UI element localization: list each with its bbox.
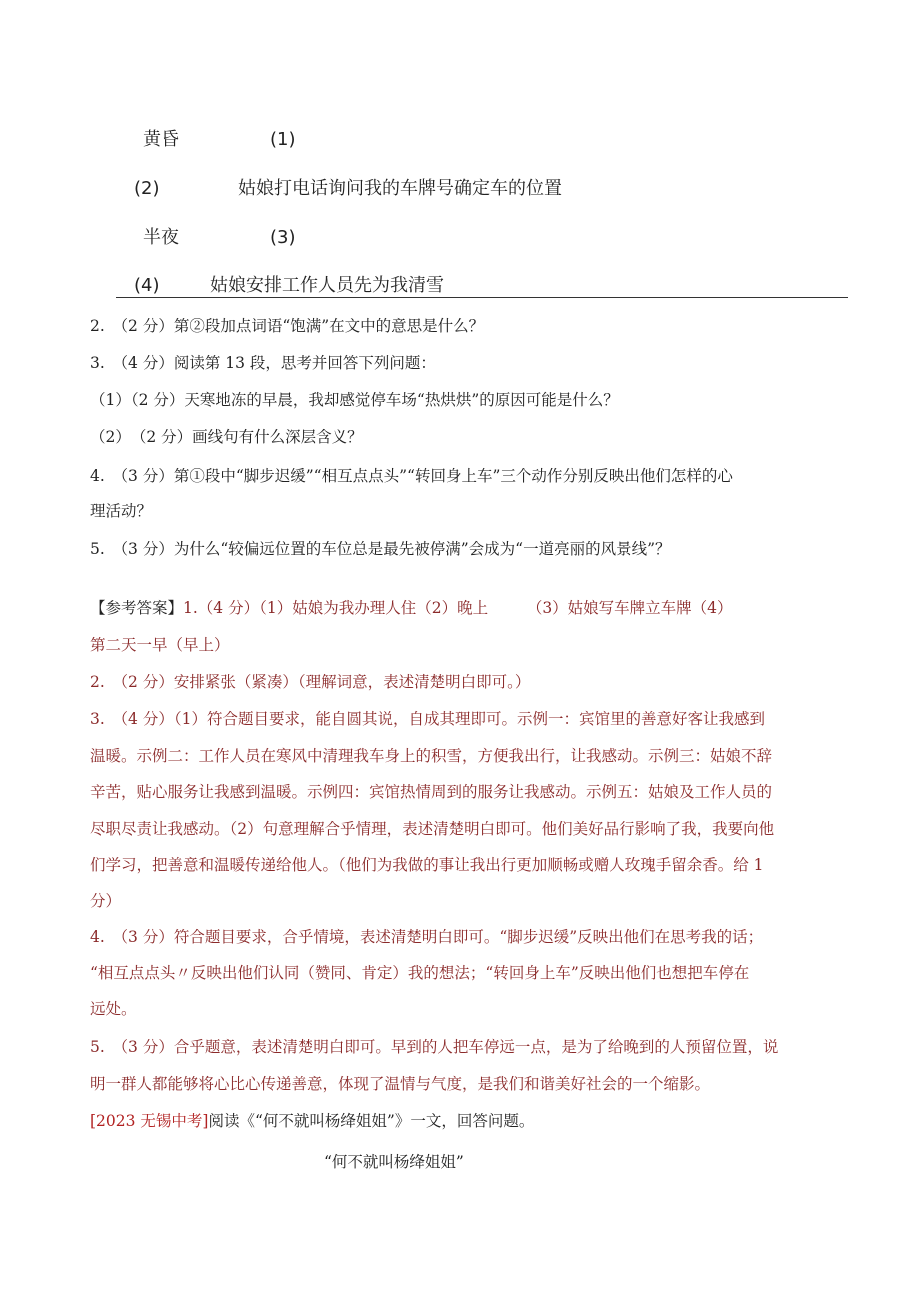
question-3-1: （1）（2 分）天寒地冻的早晨，我却感觉停车场“热烘烘”的原因可能是什么？	[90, 391, 619, 409]
table-row1-right: (1)	[270, 129, 296, 150]
answer-label: 【参考答案】	[90, 599, 184, 617]
table-row2-right: 姑娘打电话询问我的车牌号确定车的位置	[238, 178, 562, 199]
table-row4-left: (4)	[134, 275, 160, 296]
answer-1-line1	[90, 597, 733, 619]
answer-5-line1: 5. （3 分）合乎题意，表述清楚明白即可。早到的人把车停远一点，是为了给晚到的人预留位置，说	[90, 1038, 779, 1056]
question-3-2: （2） （2 分）画线句有什么深层含义？	[90, 428, 363, 446]
table-bottom-rule	[116, 297, 848, 298]
answer-4-line2: “相互点点头〃反映出他们认同（赞同、肯定）我的想法；“转回身上车”反映出他们也想把车停在	[90, 964, 750, 982]
question-4-line1: 4. （3 分）第①段中“脚步迟缓”“相互点点头”“转回身上车”三个动作分别反映出他们怎样的心	[90, 467, 733, 485]
answer-4-line3: 远处。	[90, 1000, 137, 1018]
question-2: 2. （2 分）第②段加点词语“饱满”在文中的意思是什么？	[90, 317, 485, 335]
answer-1-line2: 第二天一早（早上）	[90, 636, 230, 654]
answer-3-line2: 温暖。示例二：工作人员在寒风中清理我车身上的积雪，方便我出行，让我感动。示例三：姑娘不辞	[90, 747, 773, 765]
table-row4-right: 姑娘安排工作人员先为我清雪	[210, 275, 444, 296]
answer-3-line5: 们学习，把善意和温暖传递给他人。（他们为我做的事让我出行更加顺畅或赠人玫瑰手留余香。给 1	[90, 856, 764, 874]
question-3: 3. （4 分）阅读第 13 段，思考并回答下列问题：	[90, 354, 436, 372]
table-row2-left: (2)	[134, 178, 160, 199]
answer-3-line4: 尽职尽责让我感动。（2）句意理解合乎情理，表述清楚明白即可。他们美好品行影响了我，我要向他	[90, 820, 775, 838]
next-section-instruction	[90, 1110, 534, 1132]
table-row1-left: 黄昏	[143, 129, 179, 150]
instruction-text: 阅读《“何不就叫杨绛姐姐”》一文，回答问题。	[208, 1112, 535, 1130]
table-row3-left: 半夜	[143, 227, 179, 248]
answer-1-text: 1.（4 分）（1）姑娘为我办理人住（2）晚上 （3）姑娘写车牌立车牌（4）	[183, 599, 733, 617]
answer-4-line1: 4. （3 分）符合题目要求，合乎情境，表述清楚明白即可。“脚步迟缓”反映出他们在思考我的话；	[90, 928, 764, 946]
answer-5-line2: 明一群人都能够将心比心传递善意，体现了温情与气度，是我们和谐美好社会的一个缩影。	[90, 1075, 711, 1093]
question-5: 5. （3 分）为什么“较偏远位置的车位总是最先被停满”会成为“一道亮丽的风景线”？	[90, 540, 671, 558]
question-4-line2: 理活动？	[90, 502, 153, 520]
article-title: “何不就叫杨绛姐姐”	[324, 1153, 464, 1171]
source-tag: [2023 无锡中考]	[90, 1112, 209, 1130]
answer-3-line1: 3. （4 分）（1）符合题目要求，能自圆其说，自成其理即可。示例一：宾馆里的善意好客让我感到	[90, 710, 765, 728]
table-row3-right: (3)	[270, 227, 296, 248]
answer-3-line3: 辛苦，贴心服务让我感到温暖。示例四：宾馆热情周到的服务让我感动。示例五：姑娘及工作人员的	[90, 783, 773, 801]
answer-2: 2. （2 分）安排紧张（紧凑）（理解词意，表述清楚明白即可。）	[90, 673, 531, 691]
answer-3-line6: 分）	[90, 892, 122, 910]
